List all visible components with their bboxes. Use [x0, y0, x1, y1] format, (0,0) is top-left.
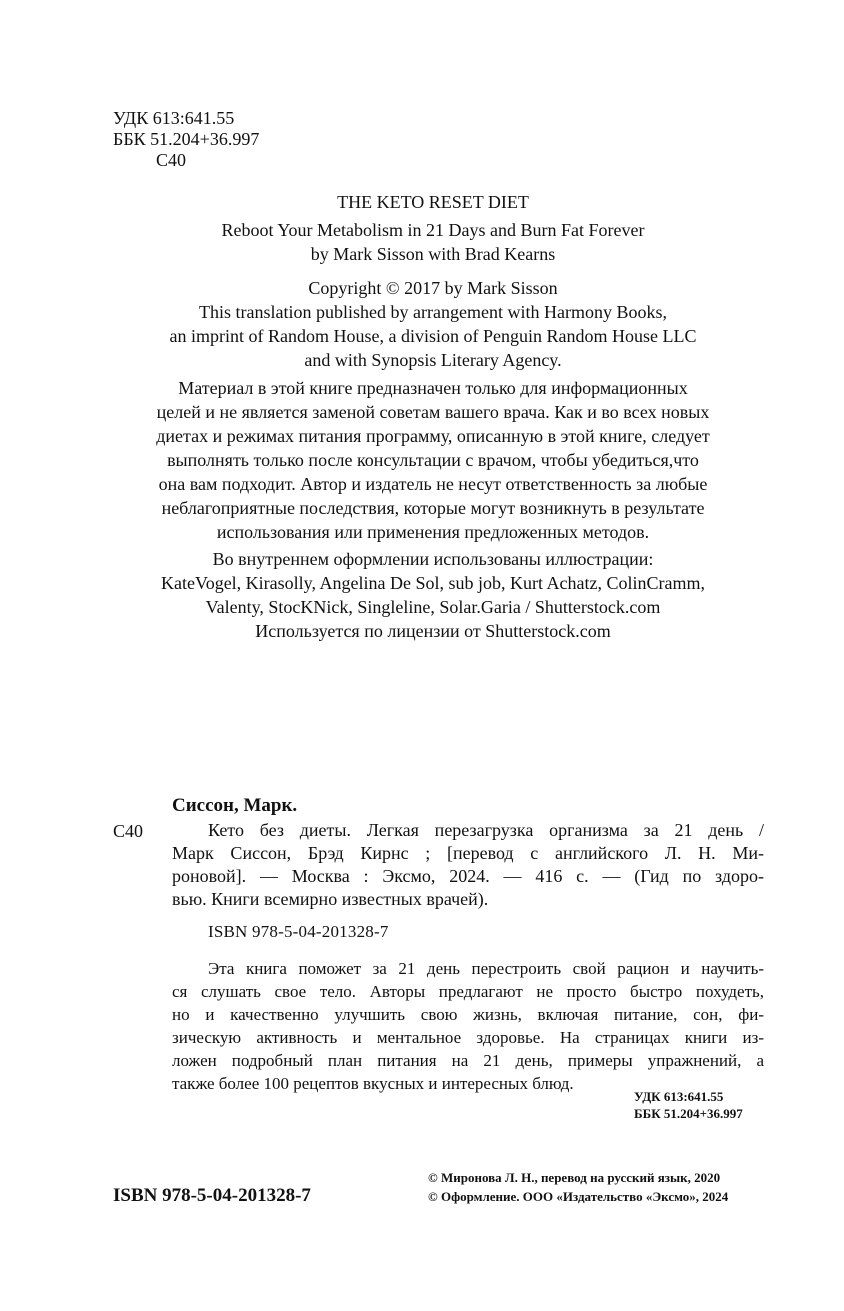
- credit-line: © Оформление. ООО «Издательство «Эксмо», 2024: [428, 1189, 729, 1204]
- annotation: [172, 957, 764, 1095]
- udk-code: УДК 613:641.55: [113, 108, 235, 128]
- disclaimer-line: использования или применения предложенных методов.: [216, 522, 650, 542]
- biblio-line: Кето без диеты. Легкая перезагрузка организма за 21 день /: [208, 820, 764, 840]
- annotation-line: Эта книга поможет за 21 день перестроить свой рацион и научить-: [208, 959, 764, 978]
- illustration-line: Valenty, StocKNick, Singleline, Solar.Garia / Shutterstock.com: [205, 597, 661, 617]
- biblio-line: Марк Сиссон, Брэд Кирнс ; [перевод с английского Л. Н. Ми-: [172, 843, 764, 863]
- disclaimer-line: диетах и режимах питания программу, описанную в этой книге, следует: [156, 426, 710, 446]
- original-subtitle: [60, 218, 806, 266]
- subtitle-line: by Mark Sisson with Brad Kearns: [310, 244, 556, 264]
- catalog-classification: [634, 1088, 743, 1122]
- credit-line: © Миронова Л. Н., перевод на русский язык, 2020: [428, 1170, 721, 1185]
- disclaimer-line: она вам подходит. Автор и издатель не несут ответственность за любые: [158, 474, 708, 494]
- illustration-credits: [60, 547, 806, 643]
- annotation-line: зическую активность и ментальное здоровье. На страницах книги из-: [172, 1028, 764, 1047]
- annotation-line: но и качественно улучшить свою жизнь, включая питание, сон, фи-: [172, 1005, 764, 1024]
- footer-credits: [428, 1168, 728, 1206]
- biblio-line: роновой]. — Москва : Эксмо, 2024. — 416 с. — (Гид по здоро-: [172, 866, 764, 886]
- biblio-line: вью. Книги всемирно известных врачей).: [172, 889, 489, 909]
- copyright-notice: [60, 276, 806, 372]
- catalog-code: С40: [113, 821, 144, 841]
- copyright-line: This translation published by arrangement with Harmony Books,: [199, 302, 667, 322]
- author-sign-code: С40: [156, 150, 187, 170]
- illustration-line: Используется по лицензии от Shutterstock.com: [255, 621, 611, 641]
- catalog-bbk: ББК 51.204+36.997: [634, 1106, 743, 1121]
- copyright-line: Copyright © 2017 by Mark Sisson: [308, 278, 558, 298]
- illustration-line: Во внутреннем оформлении использованы иллюстрации:: [212, 549, 654, 569]
- catalog-udk: УДК 613:641.55: [634, 1089, 724, 1104]
- catalog-author: Сиссон, Марк.: [172, 795, 298, 816]
- copyright-line: an imprint of Random House, a division of Penguin Random House LLC: [169, 326, 697, 346]
- original-title: THE KETO RESET DIET: [337, 192, 529, 212]
- copyright-line: and with Synopsis Literary Agency.: [304, 350, 562, 370]
- udk-header: [113, 108, 259, 171]
- disclaimer-line: Материал в этой книге предназначен только для информационных: [178, 378, 688, 398]
- footer-isbn: ISBN 978-5-04-201328-7: [113, 1185, 311, 1206]
- disclaimer-line: целей и не является заменой советам вашего врача. Как и во всех новых: [156, 402, 710, 422]
- bbk-code: ББК 51.204+36.997: [113, 129, 260, 149]
- bibliographic-description: [172, 819, 764, 911]
- annotation-line: также более 100 рецептов вкусных и интересных блюд.: [172, 1074, 574, 1093]
- disclaimer-line: неблагоприятные последствия, которые могут возникнуть в результате: [161, 498, 705, 518]
- medical-disclaimer: [60, 376, 806, 544]
- annotation-line: ся слушать свое тело. Авторы предлагают не просто быстро похудеть,: [172, 982, 764, 1001]
- illustration-line: KateVogel, Kirasolly, Angelina De Sol, sub job, Kurt Achatz, ColinCramm,: [161, 573, 705, 593]
- annotation-line: ложен подробный план питания на 21 день, примеры упражнений, а: [172, 1051, 764, 1070]
- subtitle-line: Reboot Your Metabolism in 21 Days and Burn Fat Forever: [221, 220, 645, 240]
- catalog-isbn: ISBN 978-5-04-201328-7: [208, 922, 389, 941]
- disclaimer-line: выполнять только после консультации с врачом, чтобы убедиться,что: [167, 450, 699, 470]
